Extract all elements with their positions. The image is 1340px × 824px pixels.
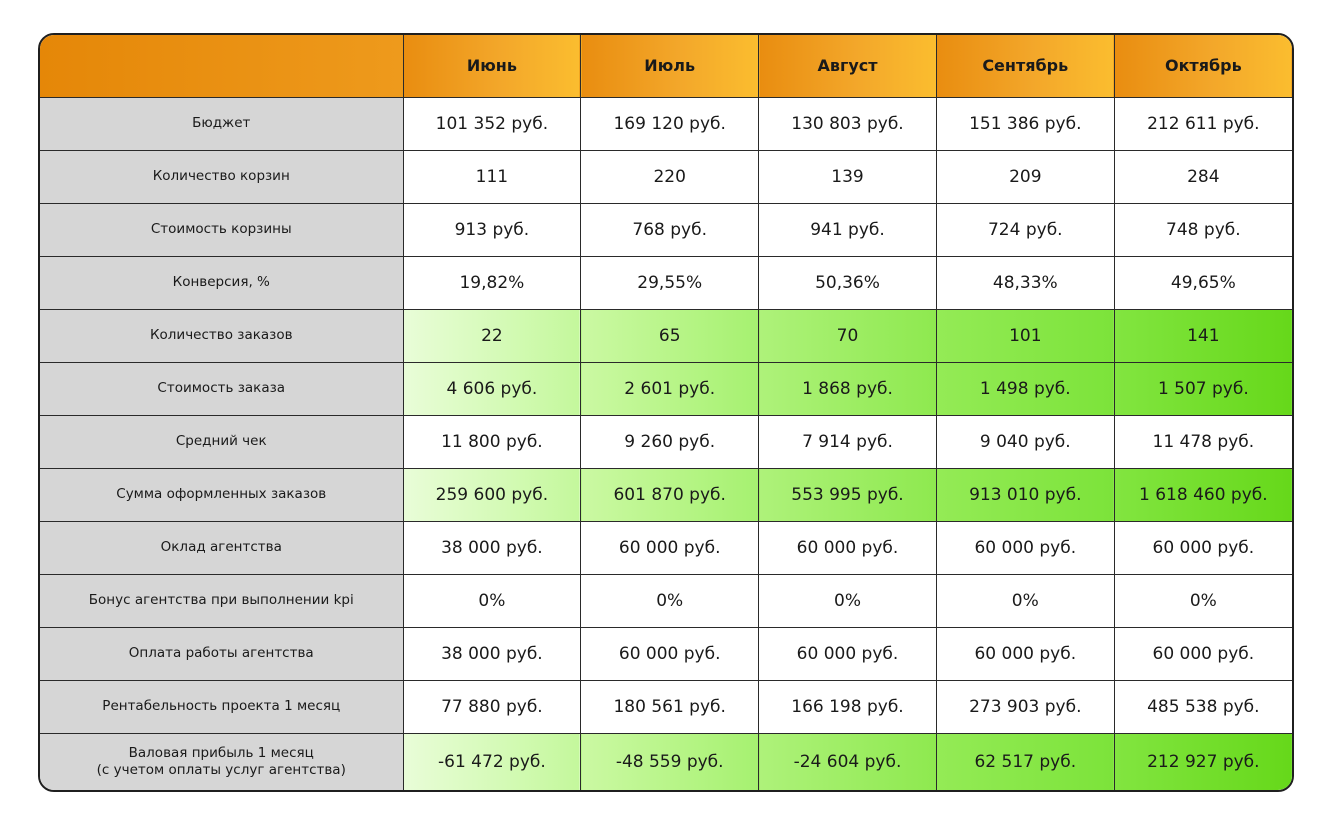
cell-value: 220 xyxy=(581,150,759,203)
cell-value-highlighted: 1 618 460 руб. xyxy=(1114,468,1292,521)
cell-value-highlighted: 1 507 руб. xyxy=(1114,362,1292,415)
cell-value: 180 561 руб. xyxy=(581,681,759,734)
cell-value: 166 198 руб. xyxy=(759,681,937,734)
cell-value: 111 xyxy=(403,150,581,203)
row-agency-salary xyxy=(40,522,1292,575)
row-average-check xyxy=(40,415,1292,468)
row-label-line-2: (с учетом оплаты услуг агентства) xyxy=(96,762,346,779)
cell-value-highlighted: 2 601 руб. xyxy=(581,362,759,415)
header-row xyxy=(40,35,1292,97)
cell-value: 60 000 руб. xyxy=(1114,628,1292,681)
cell-value-highlighted: 913 010 руб. xyxy=(936,468,1114,521)
cell-value: 50,36% xyxy=(759,256,937,309)
row-label: Количество заказов xyxy=(40,309,403,362)
row-label: Стоимость заказа xyxy=(40,362,403,415)
cell-value: 101 352 руб. xyxy=(403,97,581,150)
cell-value: 768 руб. xyxy=(581,203,759,256)
cell-value: 724 руб. xyxy=(936,203,1114,256)
cell-value: 60 000 руб. xyxy=(581,522,759,575)
cell-value: 60 000 руб. xyxy=(1114,522,1292,575)
cell-value-highlighted: 101 xyxy=(936,309,1114,362)
row-conversion xyxy=(40,256,1292,309)
cell-value: 60 000 руб. xyxy=(581,628,759,681)
cell-value-highlighted: 553 995 руб. xyxy=(759,468,937,521)
cell-value: 19,82% xyxy=(403,256,581,309)
row-label: Бонус агентства при выполнении kpi xyxy=(40,575,403,628)
cell-value: 485 538 руб. xyxy=(1114,681,1292,734)
cell-value: 48,33% xyxy=(936,256,1114,309)
cell-value: 0% xyxy=(936,575,1114,628)
header-month-july: Июль xyxy=(581,35,759,97)
row-label: Рентабельность проекта 1 месяц xyxy=(40,681,403,734)
cell-value-highlighted: 70 xyxy=(759,309,937,362)
cell-value: 60 000 руб. xyxy=(936,522,1114,575)
row-label: Конверсия, % xyxy=(40,256,403,309)
row-label: Средний чек xyxy=(40,415,403,468)
header-corner-cell xyxy=(40,35,403,97)
cell-value: 38 000 руб. xyxy=(403,522,581,575)
header-month-august: Август xyxy=(759,35,937,97)
cell-value-highlighted: 1 868 руб. xyxy=(759,362,937,415)
row-orders-total xyxy=(40,468,1292,521)
cell-value: 284 xyxy=(1114,150,1292,203)
cell-value-highlighted: 65 xyxy=(581,309,759,362)
cell-value-highlighted: 212 927 руб. xyxy=(1114,734,1292,790)
cell-value: 11 800 руб. xyxy=(403,415,581,468)
row-agency-bonus xyxy=(40,575,1292,628)
monthly-results-table xyxy=(40,35,1292,790)
cell-value: 11 478 руб. xyxy=(1114,415,1292,468)
cell-value: 273 903 руб. xyxy=(936,681,1114,734)
row-cart-cost xyxy=(40,203,1292,256)
row-order-cost xyxy=(40,362,1292,415)
cell-value: 0% xyxy=(581,575,759,628)
cell-value: 0% xyxy=(1114,575,1292,628)
cell-value: 151 386 руб. xyxy=(936,97,1114,150)
cell-value: 60 000 руб. xyxy=(936,628,1114,681)
cell-value: 212 611 руб. xyxy=(1114,97,1292,150)
cell-value: 209 xyxy=(936,150,1114,203)
row-label-line-1: Валовая прибыль 1 месяц xyxy=(128,744,314,761)
cell-value-highlighted: 1 498 руб. xyxy=(936,362,1114,415)
cell-value: 748 руб. xyxy=(1114,203,1292,256)
cell-value-highlighted: -61 472 руб. xyxy=(403,734,581,790)
cell-value: 0% xyxy=(759,575,937,628)
cell-value: 7 914 руб. xyxy=(759,415,937,468)
cell-value: 130 803 руб. xyxy=(759,97,937,150)
header-month-september: Сентябрь xyxy=(936,35,1114,97)
cell-value: 169 120 руб. xyxy=(581,97,759,150)
cell-value: 38 000 руб. xyxy=(403,628,581,681)
row-label: Сумма оформленных заказов xyxy=(40,468,403,521)
cell-value-highlighted: 601 870 руб. xyxy=(581,468,759,521)
cell-value: 60 000 руб. xyxy=(759,522,937,575)
cell-value-highlighted: 259 600 руб. xyxy=(403,468,581,521)
row-order-count xyxy=(40,309,1292,362)
cell-value: 9 040 руб. xyxy=(936,415,1114,468)
cell-value: 29,55% xyxy=(581,256,759,309)
cell-value-highlighted: -24 604 руб. xyxy=(759,734,937,790)
cell-value: 9 260 руб. xyxy=(581,415,759,468)
cell-value: 49,65% xyxy=(1114,256,1292,309)
row-label: Количество корзин xyxy=(40,150,403,203)
header-month-june: Июнь xyxy=(403,35,581,97)
row-agency-payment xyxy=(40,628,1292,681)
cell-value-highlighted: 62 517 руб. xyxy=(936,734,1114,790)
results-table-container xyxy=(38,33,1294,792)
cell-value: 139 xyxy=(759,150,937,203)
row-label xyxy=(40,734,403,790)
cell-value-highlighted: -48 559 руб. xyxy=(581,734,759,790)
row-label: Оклад агентства xyxy=(40,522,403,575)
cell-value-highlighted: 141 xyxy=(1114,309,1292,362)
row-label: Оплата работы агентства xyxy=(40,628,403,681)
row-label: Бюджет xyxy=(40,97,403,150)
cell-value-highlighted: 22 xyxy=(403,309,581,362)
cell-value: 941 руб. xyxy=(759,203,937,256)
cell-value: 913 руб. xyxy=(403,203,581,256)
row-gross-profit xyxy=(40,734,1292,790)
header-month-october: Октябрь xyxy=(1114,35,1292,97)
row-budget xyxy=(40,97,1292,150)
cell-value: 60 000 руб. xyxy=(759,628,937,681)
cell-value-highlighted: 4 606 руб. xyxy=(403,362,581,415)
cell-value: 77 880 руб. xyxy=(403,681,581,734)
row-project-profitability xyxy=(40,681,1292,734)
row-cart-count xyxy=(40,150,1292,203)
row-label: Стоимость корзины xyxy=(40,203,403,256)
cell-value: 0% xyxy=(403,575,581,628)
